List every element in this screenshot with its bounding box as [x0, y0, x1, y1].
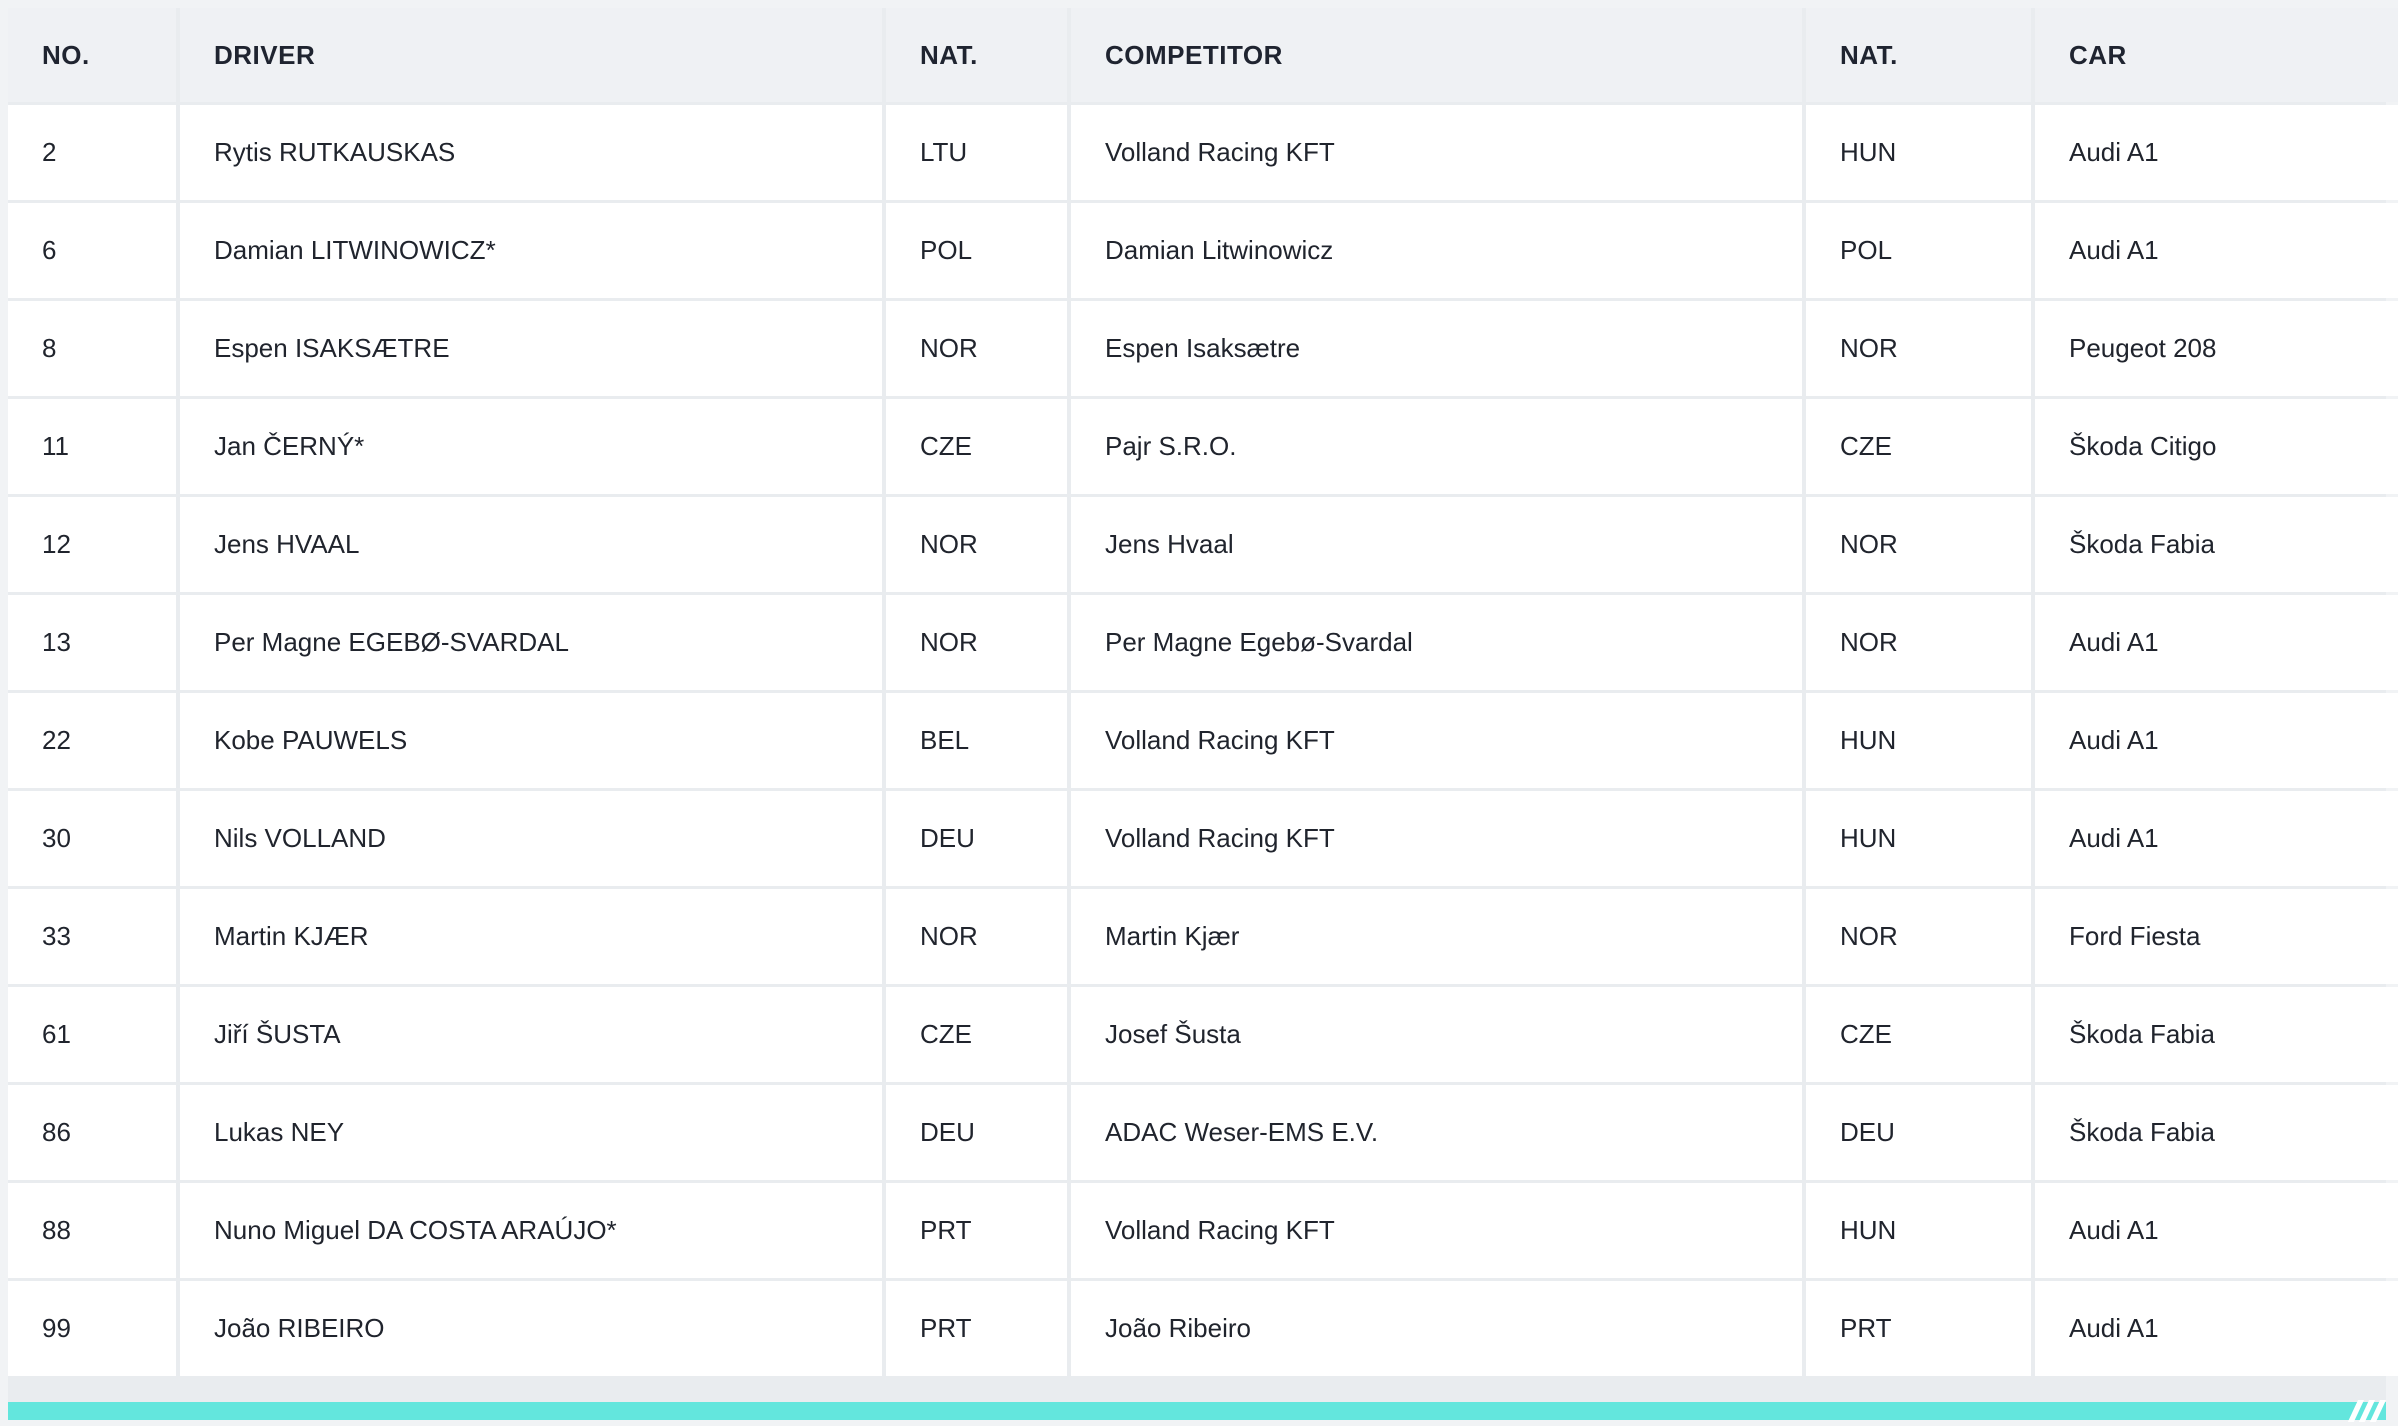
cell-driver: Lukas NEY	[180, 1085, 882, 1180]
cell-competitor-nationality: HUN	[1806, 1183, 2031, 1278]
cell-competitor: Espen Isaksætre	[1071, 301, 1802, 396]
cell-competitor: Per Magne Egebø-Svardal	[1071, 595, 1802, 690]
cell-driver-nationality: DEU	[886, 1085, 1067, 1180]
cell-competitor-nationality: NOR	[1806, 497, 2031, 592]
cell-driver-nationality: DEU	[886, 791, 1067, 886]
cell-car: Škoda Fabia	[2035, 497, 2398, 592]
table-row	[8, 497, 2398, 592]
cell-no: 2	[8, 105, 176, 200]
cell-car: Audi A1	[2035, 1183, 2398, 1278]
cell-driver: Espen ISAKSÆTRE	[180, 301, 882, 396]
table-row	[8, 203, 2398, 298]
cell-car: Škoda Citigo	[2035, 399, 2398, 494]
cell-competitor-nationality: NOR	[1806, 889, 2031, 984]
cell-competitor: Volland Racing KFT	[1071, 791, 1802, 886]
cell-driver: Martin KJÆR	[180, 889, 882, 984]
cell-driver-nationality: CZE	[886, 399, 1067, 494]
cell-car: Audi A1	[2035, 791, 2398, 886]
cell-competitor-nationality: CZE	[1806, 987, 2031, 1082]
header-competitor-nationality: NAT.	[1806, 8, 2031, 102]
cell-car: Audi A1	[2035, 1281, 2398, 1376]
cell-driver-nationality: PRT	[886, 1281, 1067, 1376]
cell-car: Audi A1	[2035, 595, 2398, 690]
cell-driver-nationality: BEL	[886, 693, 1067, 788]
header-driver-nationality: NAT.	[886, 8, 1067, 102]
header-driver: DRIVER	[180, 8, 882, 102]
cell-driver: Per Magne EGEBØ-SVARDAL	[180, 595, 882, 690]
cell-no: 13	[8, 595, 176, 690]
cell-no: 12	[8, 497, 176, 592]
table-row	[8, 791, 2398, 886]
cell-driver: Nils VOLLAND	[180, 791, 882, 886]
cell-competitor-nationality: HUN	[1806, 105, 2031, 200]
cell-competitor: João Ribeiro	[1071, 1281, 1802, 1376]
cell-driver: Damian LITWINOWICZ*	[180, 203, 882, 298]
cell-driver-nationality: NOR	[886, 497, 1067, 592]
cell-no: 88	[8, 1183, 176, 1278]
table-row	[8, 1281, 2398, 1376]
cell-driver-nationality: CZE	[886, 987, 1067, 1082]
header-row	[8, 8, 2398, 102]
cell-competitor: ADAC Weser-EMS E.V.	[1071, 1085, 1802, 1180]
cell-car: Škoda Fabia	[2035, 1085, 2398, 1180]
entry-list-table	[4, 5, 2398, 1379]
table-row	[8, 1183, 2398, 1278]
cell-car: Audi A1	[2035, 203, 2398, 298]
cell-competitor-nationality: HUN	[1806, 693, 2031, 788]
cell-no: 8	[8, 301, 176, 396]
cell-competitor: Volland Racing KFT	[1071, 693, 1802, 788]
header-no: NO.	[8, 8, 176, 102]
cell-no: 86	[8, 1085, 176, 1180]
cell-driver-nationality: PRT	[886, 1183, 1067, 1278]
cell-competitor: Volland Racing KFT	[1071, 105, 1802, 200]
cell-driver-nationality: NOR	[886, 889, 1067, 984]
cell-competitor: Pajr S.R.O.	[1071, 399, 1802, 494]
table-row	[8, 301, 2398, 396]
table-row	[8, 987, 2398, 1082]
cell-car: Peugeot 208	[2035, 301, 2398, 396]
table-row	[8, 595, 2398, 690]
cell-driver: Kobe PAUWELS	[180, 693, 882, 788]
cell-no: 22	[8, 693, 176, 788]
cell-car: Audi A1	[2035, 693, 2398, 788]
cell-driver-nationality: LTU	[886, 105, 1067, 200]
cell-competitor-nationality: CZE	[1806, 399, 2031, 494]
cell-competitor-nationality: NOR	[1806, 301, 2031, 396]
entry-list-table-container	[8, 8, 2386, 1414]
header-car: CAR	[2035, 8, 2398, 102]
cell-no: 33	[8, 889, 176, 984]
accent-bottom-strip	[8, 1402, 2386, 1420]
cell-competitor-nationality: POL	[1806, 203, 2031, 298]
cell-no: 6	[8, 203, 176, 298]
cell-competitor: Martin Kjær	[1071, 889, 1802, 984]
cell-driver-nationality: NOR	[886, 595, 1067, 690]
cell-competitor-nationality: NOR	[1806, 595, 2031, 690]
cell-competitor: Volland Racing KFT	[1071, 1183, 1802, 1278]
cell-competitor: Damian Litwinowicz	[1071, 203, 1802, 298]
table-row	[8, 1085, 2398, 1180]
table-row	[8, 693, 2398, 788]
cell-driver-nationality: POL	[886, 203, 1067, 298]
cell-no: 61	[8, 987, 176, 1082]
cell-driver: Jens HVAAL	[180, 497, 882, 592]
cell-no: 11	[8, 399, 176, 494]
cell-driver: Nuno Miguel DA COSTA ARAÚJO*	[180, 1183, 882, 1278]
cell-competitor-nationality: DEU	[1806, 1085, 2031, 1180]
cell-driver: Jiří ŠUSTA	[180, 987, 882, 1082]
cell-no: 99	[8, 1281, 176, 1376]
table-body	[8, 105, 2398, 1376]
table-row	[8, 399, 2398, 494]
cell-competitor: Josef Šusta	[1071, 987, 1802, 1082]
decorative-stripes	[2346, 1400, 2386, 1422]
cell-no: 30	[8, 791, 176, 886]
cell-driver: Jan ČERNÝ*	[180, 399, 882, 494]
cell-driver-nationality: NOR	[886, 301, 1067, 396]
cell-driver: Rytis RUTKAUSKAS	[180, 105, 882, 200]
cell-driver: João RIBEIRO	[180, 1281, 882, 1376]
table-header	[8, 8, 2398, 102]
table-row	[8, 889, 2398, 984]
table-row	[8, 105, 2398, 200]
cell-competitor-nationality: HUN	[1806, 791, 2031, 886]
header-competitor: COMPETITOR	[1071, 8, 1802, 102]
cell-car: Ford Fiesta	[2035, 889, 2398, 984]
cell-car: Škoda Fabia	[2035, 987, 2398, 1082]
cell-car: Audi A1	[2035, 105, 2398, 200]
cell-competitor: Jens Hvaal	[1071, 497, 1802, 592]
cell-competitor-nationality: PRT	[1806, 1281, 2031, 1376]
